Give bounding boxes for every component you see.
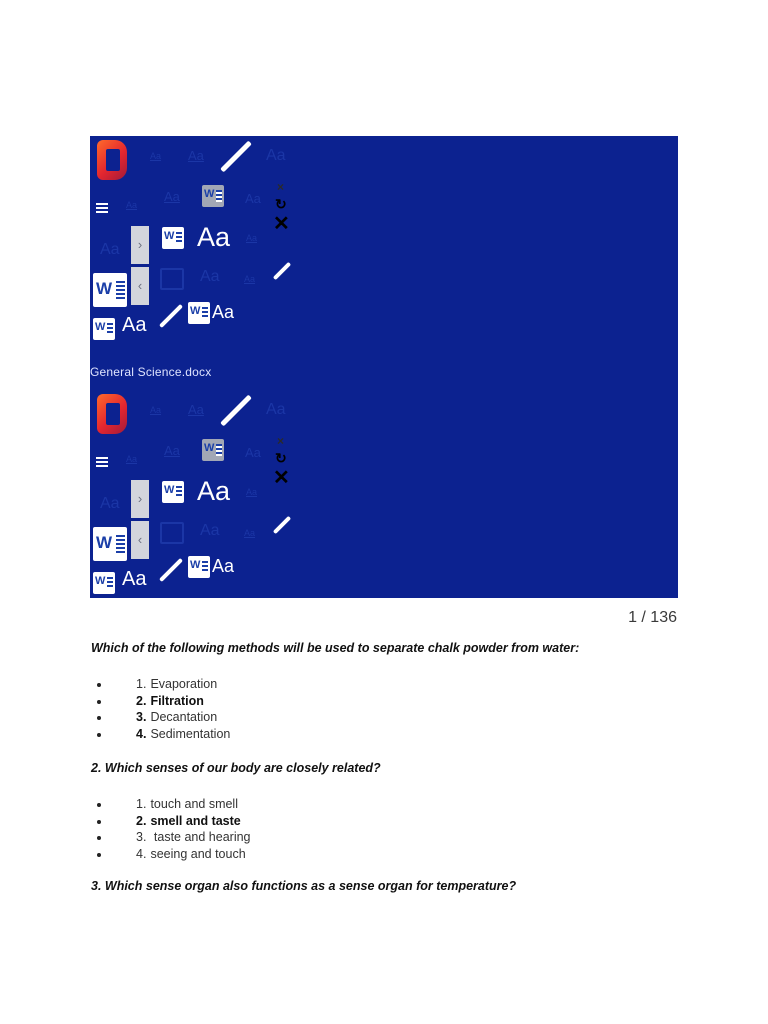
font-icon: Aa xyxy=(246,487,258,497)
font-icon: Aa xyxy=(150,151,162,161)
icon-collage-bottom xyxy=(90,390,390,616)
font-icon: Aa xyxy=(244,528,256,538)
font-icon: Aa xyxy=(164,443,180,458)
chevron-right-icon: › xyxy=(131,226,149,264)
word-icon xyxy=(202,185,224,207)
word-icon xyxy=(93,273,127,307)
font-icon: Aa xyxy=(245,191,261,206)
list-item: 3. Decantation xyxy=(92,709,230,726)
page-counter: 1 / 136 xyxy=(628,609,677,626)
group-icon xyxy=(160,268,184,290)
list-item: 1. touch and smell xyxy=(92,796,251,813)
font-icon: Aa xyxy=(122,314,147,336)
word-icon xyxy=(188,302,210,324)
font-icon: Aa xyxy=(126,200,138,210)
chevron-right-icon: › xyxy=(131,480,149,518)
font-icon: Aa xyxy=(122,568,147,590)
menu-icon xyxy=(96,457,108,467)
font-icon: Aa xyxy=(188,402,204,417)
list-item: 4. seeing and touch xyxy=(92,846,251,863)
font-icon: Aa xyxy=(266,147,286,164)
word-icon xyxy=(93,318,115,340)
pencil-icon xyxy=(220,141,252,173)
font-icon: Aa xyxy=(212,302,235,322)
font-icon: Aa xyxy=(164,189,180,204)
word-icon xyxy=(202,439,224,461)
list-item: 2. Filtration xyxy=(92,693,230,710)
options-list-1 xyxy=(92,676,230,742)
office-logo-icon xyxy=(97,394,127,434)
close-icon: × xyxy=(277,434,285,448)
word-icon xyxy=(188,556,210,578)
pencil-icon xyxy=(220,395,252,427)
chevron-left-icon: ‹ xyxy=(131,267,149,305)
question-1: Which of the following methods will be used to separate chalk powder from water: xyxy=(91,641,580,655)
font-icon: Aa xyxy=(212,556,235,576)
group-icon xyxy=(160,522,184,544)
word-icon xyxy=(93,572,115,594)
file-name: General Science.docx xyxy=(90,365,212,379)
word-icon xyxy=(162,227,184,249)
document-thumbnail[interactable] xyxy=(90,136,678,598)
word-icon xyxy=(162,481,184,503)
font-icon: Aa xyxy=(200,522,220,539)
font-icon: Aa xyxy=(245,445,261,460)
menu-icon xyxy=(96,203,108,213)
font-icon: Aa xyxy=(197,222,231,252)
refresh-icon: ↻ xyxy=(275,450,287,466)
close-icon: ✕ xyxy=(273,213,290,235)
pencil-icon xyxy=(273,516,291,534)
word-icon xyxy=(93,527,127,561)
pencil-icon xyxy=(159,304,183,328)
list-item: 1. Evaporation xyxy=(92,676,230,693)
close-icon: ✕ xyxy=(273,467,290,489)
font-icon: Aa xyxy=(100,241,120,258)
chevron-left-icon: ‹ xyxy=(131,521,149,559)
pencil-icon xyxy=(273,262,291,280)
font-icon: Aa xyxy=(266,401,286,418)
question-3: 3. Which sense organ also functions as a sense organ for temperature? xyxy=(91,879,517,893)
pencil-icon xyxy=(159,558,183,582)
office-logo-icon xyxy=(97,140,127,180)
font-icon: Aa xyxy=(100,495,120,512)
list-item: 4. Sedimentation xyxy=(92,726,230,743)
font-icon: Aa xyxy=(150,405,162,415)
list-item: 2. smell and taste xyxy=(92,813,251,830)
options-list-2 xyxy=(92,796,251,862)
font-icon: Aa xyxy=(200,268,220,285)
question-2: 2. Which senses of our body are closely related? xyxy=(91,761,381,775)
font-icon: Aa xyxy=(244,274,256,284)
font-icon: Aa xyxy=(197,476,231,506)
refresh-icon: ↻ xyxy=(275,196,287,212)
font-icon: Aa xyxy=(126,454,138,464)
font-icon: Aa xyxy=(246,233,258,243)
font-icon: Aa xyxy=(188,148,204,163)
list-item: 3. taste and hearing xyxy=(92,829,251,846)
icon-collage-top xyxy=(90,136,390,362)
close-icon: × xyxy=(277,180,285,194)
